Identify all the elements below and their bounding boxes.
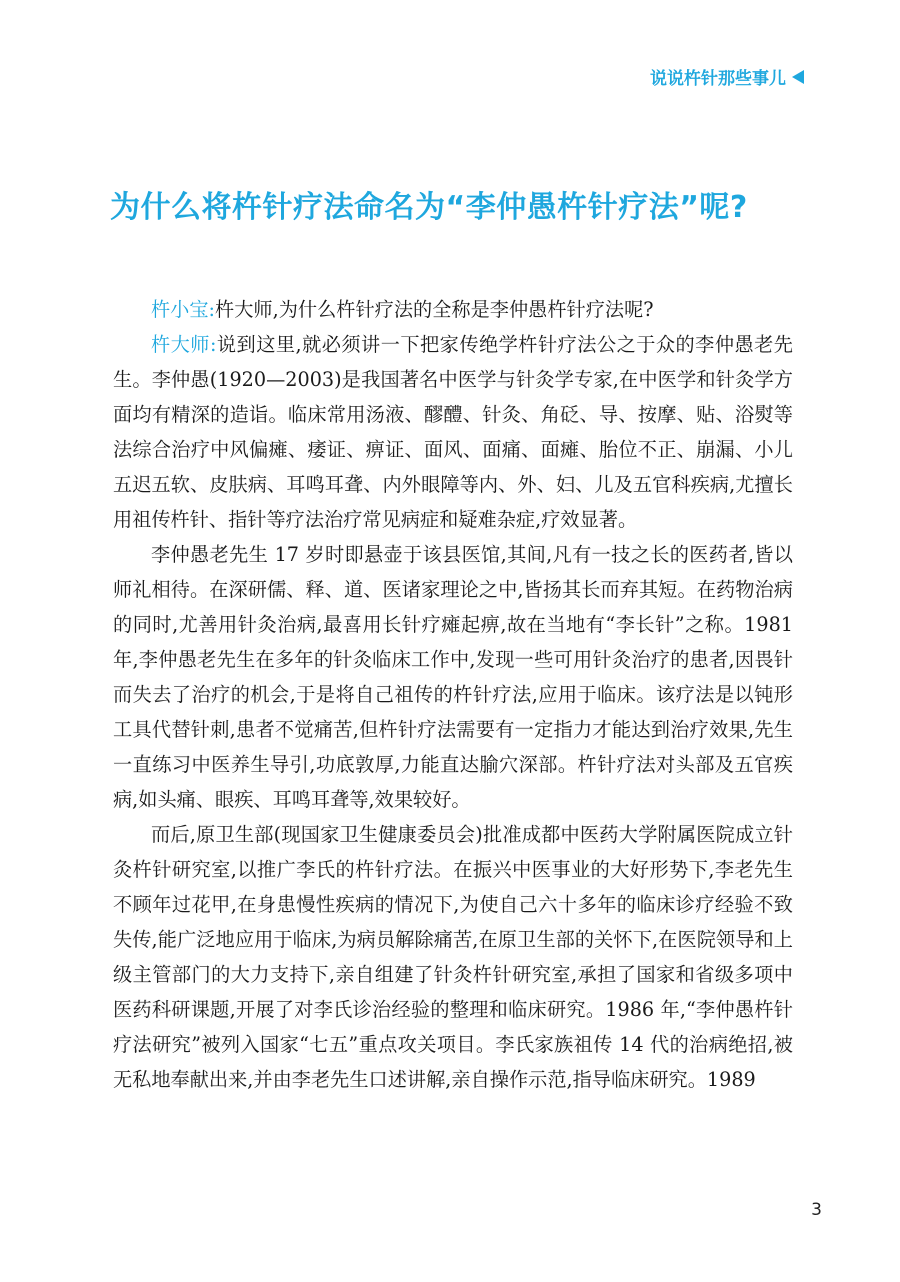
body-text: [113, 292, 793, 1097]
dialogue-line: [113, 327, 793, 537]
running-header: [650, 64, 804, 89]
dialogue-line: [113, 292, 793, 327]
paragraph: 而后,原卫生部(现国家卫生健康委员会)批准成都中医药大学附属医院成立针灸杵针研究室,以推广李氏的杵针疗法。在振兴中医事业的大好形势下,李老先生不顾年过花甲,在身患慢性疾病的情况下,为使自己六十多年的临床诊疗经验不致失传,能广泛地应用于临床,为病员解除痛苦,在原卫生部的关怀下,在医院领导和上级主管部门的大力支持下,亲自组建了针灸杵针研究室,承担了国家和省级多项中医药科研课题,开展了对李氏诊治经验的整理和临床研究。1986 年,“李仲愚杵针疗法研究”被列入国家“七五”重点攻关项目。李氏家族祖传 14 代的治病绝招,被无私地奉献出来,并由李老先生口述讲解,亲自操作示范,指导临床研究。1989: [113, 823, 793, 1091]
running-header-title: 说说杵针那些事儿: [650, 69, 786, 89]
paragraph: 李仲愚老先生 17 岁时即悬壶于该县医馆,其间,凡有一技之长的医药者,皆以师礼相待。在深研儒、释、道、医诸家理论之中,皆扬其长而弃其短。在药物治病的同时,尤善用针灸治病,最喜用长针疗瘫起痹,故在当地有“李长针”之称。1981 年,李仲愚老先生在多年的针灸临床工作中,发现一些可用针灸治疗的患者,因畏针而失去了治疗的机会,于是将自己祖传的杵针疗法,应用于临床。该疗法是以钝形工具代替针刺,患者不觉痛苦,但杵针疗法需要有一定指力才能达到治疗效果,先生一直练习中医养生导引,功底敦厚,力能直达腧穴深部。杵针疗法对头部及五官疾病,如头痛、眼疾、耳鸣耳聋等,效果较好。: [113, 543, 793, 811]
dialogue-text: 杵大师,为什么杵针疗法的全称是李仲愚杵针疗法呢?: [215, 298, 654, 321]
dialogue-text: 说到这里,就必须讲一下把家传绝学杵针疗法公之于众的李仲愚老先生。李仲愚(1920—2003)是我国著名中医学与针灸学专家,在中医学和针灸学方面均有精深的造诣。临床常用汤液、醪醴、针灸、角砭、导、按摩、贴、浴熨等法综合治疗中风偏瘫、痿证、痹证、面风、面痛、面瘫、胎位不正、崩漏、小儿五迟五软、皮肤病、耳鸣耳聋、内外眼障等内、外、妇、儿及五官科疾病,尤擅长用祖传杵针、指针等疗法治疗常见病症和疑难杂症,疗效显著。: [113, 333, 793, 531]
speaker-label: 杵小宝:: [151, 298, 216, 321]
section-title: 为什么将杵针疗法命名为“李仲愚杵针疗法”呢?: [110, 190, 748, 225]
speaker-label: 杵大师:: [151, 333, 217, 356]
page-number: 3: [811, 1200, 822, 1220]
triangle-left-icon: [792, 70, 804, 84]
